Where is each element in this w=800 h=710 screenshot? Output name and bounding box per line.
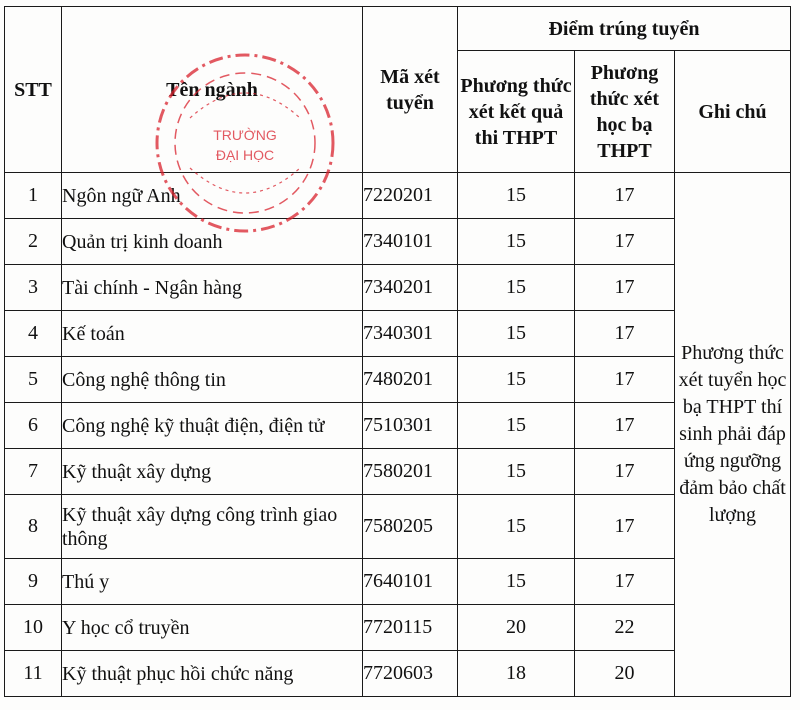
cell-code: 7640101 — [363, 559, 458, 605]
table-row — [5, 173, 791, 219]
table-header — [5, 7, 791, 173]
table-body — [5, 173, 791, 697]
cell-major-name: Thú y — [62, 559, 363, 605]
cell-score-thpt: 18 — [458, 651, 575, 697]
cell-code: 7510301 — [363, 403, 458, 449]
table-row — [5, 357, 791, 403]
cell-score-transcript: 17 — [575, 449, 675, 495]
cell-major-name: Kỹ thuật phục hồi chức năng — [62, 651, 363, 697]
cell-code: 7720115 — [363, 605, 458, 651]
table-row — [5, 651, 791, 697]
cell-score-transcript: 17 — [575, 219, 675, 265]
table-row — [5, 495, 791, 559]
cell-major-name: Kỹ thuật xây dựng — [62, 449, 363, 495]
cell-major-name: Kế toán — [62, 311, 363, 357]
cell-score-transcript: 17 — [575, 173, 675, 219]
cell-stt: 2 — [5, 219, 62, 265]
note-text: Phương thức xét tuyển học bạ THPT thí sinh phải đáp ứng ngưỡng đảm bảo chất lượng — [678, 342, 787, 526]
cell-score-thpt: 15 — [458, 173, 575, 219]
cell-stt: 5 — [5, 357, 62, 403]
cell-code: 7720603 — [363, 651, 458, 697]
table-row — [5, 265, 791, 311]
table-row — [5, 559, 791, 605]
cell-score-thpt: 15 — [458, 559, 575, 605]
header-score-group: Điểm trúng tuyển — [458, 7, 791, 51]
header-major-name: Tên ngành — [62, 7, 363, 173]
header-note: Ghi chú — [675, 51, 791, 173]
cell-code: 7220201 — [363, 173, 458, 219]
cell-stt: 7 — [5, 449, 62, 495]
table-row — [5, 605, 791, 651]
cell-score-thpt: 15 — [458, 495, 575, 559]
cell-code: 7480201 — [363, 357, 458, 403]
cell-major-name: Quản trị kinh doanh — [62, 219, 363, 265]
stamp-line-2: ĐẠI HỌC — [215, 147, 275, 163]
table-row — [5, 449, 791, 495]
cell-score-transcript: 17 — [575, 265, 675, 311]
cell-score-thpt: 15 — [458, 219, 575, 265]
cell-code: 7580205 — [363, 495, 458, 559]
header-code: Mã xét tuyển — [363, 7, 458, 173]
cell-note — [675, 173, 791, 697]
cell-score-transcript: 17 — [575, 495, 675, 559]
cell-major-name: Công nghệ thông tin — [62, 357, 363, 403]
cell-score-thpt: 15 — [458, 449, 575, 495]
cell-major-name: Kỹ thuật xây dựng công trình giao thông — [62, 495, 363, 559]
header-method-thpt: Phương thức xét kết quả thi THPT — [458, 51, 575, 173]
table-row — [5, 219, 791, 265]
table-row — [5, 403, 791, 449]
cell-major-name: Y học cổ truyền — [62, 605, 363, 651]
cell-code: 7580201 — [363, 449, 458, 495]
cell-score-transcript: 22 — [575, 605, 675, 651]
cell-stt: 3 — [5, 265, 62, 311]
cell-stt: 11 — [5, 651, 62, 697]
cell-score-thpt: 15 — [458, 265, 575, 311]
cell-score-transcript: 17 — [575, 403, 675, 449]
cell-major-name: Tài chính - Ngân hàng — [62, 265, 363, 311]
cell-major-name: Ngôn ngữ Anh — [62, 173, 363, 219]
cell-score-transcript: 17 — [575, 357, 675, 403]
cell-score-transcript: 17 — [575, 559, 675, 605]
cell-code: 7340301 — [363, 311, 458, 357]
cell-score-thpt: 15 — [458, 403, 575, 449]
cell-score-transcript: 20 — [575, 651, 675, 697]
table-row — [5, 311, 791, 357]
cell-stt: 4 — [5, 311, 62, 357]
admission-scores-table — [4, 6, 791, 697]
cell-stt: 9 — [5, 559, 62, 605]
cell-score-thpt: 15 — [458, 311, 575, 357]
cell-code: 7340201 — [363, 265, 458, 311]
cell-score-thpt: 20 — [458, 605, 575, 651]
cell-stt: 6 — [5, 403, 62, 449]
stamp-line-1: TRƯỜNG — [213, 127, 277, 143]
cell-stt: 10 — [5, 605, 62, 651]
header-stt: STT — [5, 7, 62, 173]
cell-score-transcript: 17 — [575, 311, 675, 357]
cell-score-thpt: 15 — [458, 357, 575, 403]
cell-code: 7340101 — [363, 219, 458, 265]
cell-major-name: Công nghệ kỹ thuật điện, điện tử — [62, 403, 363, 449]
cell-stt: 1 — [5, 173, 62, 219]
cell-stt: 8 — [5, 495, 62, 559]
header-method-transcript: Phương thức xét học bạ THPT — [575, 51, 675, 173]
